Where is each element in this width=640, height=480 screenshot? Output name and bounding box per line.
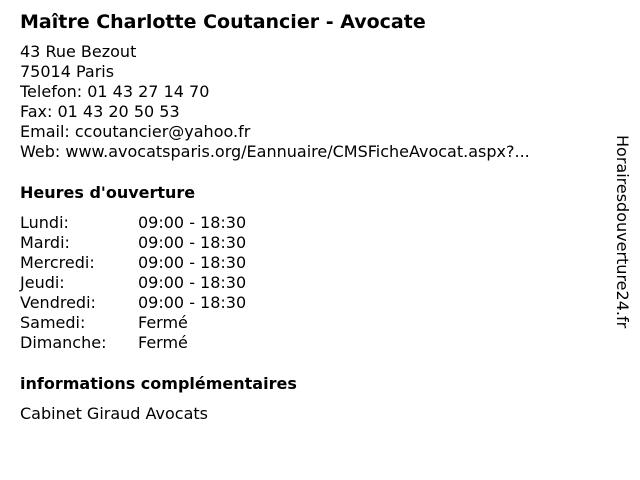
contact-block <box>20 42 600 162</box>
fax-number: Fax: 01 43 20 50 53 <box>20 102 180 121</box>
hours-day: Jeudi: <box>20 273 65 292</box>
hours-day: Mardi: <box>20 233 70 252</box>
hours-row <box>20 333 600 353</box>
hours-day: Dimanche: <box>20 333 107 352</box>
address-street: 43 Rue Bezout <box>20 42 137 61</box>
website-link[interactable]: Web: www.avocatsparis.org/Eannuaire/CMSFicheAvocat.aspx?... <box>20 142 530 161</box>
hours-row <box>20 233 600 253</box>
hours-day: Vendredi: <box>20 293 96 312</box>
hours-row <box>20 273 600 293</box>
hours-row <box>20 253 600 273</box>
hours-row <box>20 313 600 333</box>
hours-heading: Heures d'ouverture <box>20 183 196 202</box>
hours-time: 09:00 - 18:30 <box>138 293 247 312</box>
page-title: Maître Charlotte Coutancier - Avocate <box>20 11 426 33</box>
hours-time: 09:00 - 18:30 <box>138 213 247 232</box>
phone-number[interactable]: Telefon: 01 43 27 14 70 <box>20 82 210 101</box>
hours-time: Fermé <box>138 313 188 332</box>
hours-time: 09:00 - 18:30 <box>138 233 247 252</box>
hours-time: 09:00 - 18:30 <box>138 273 247 292</box>
brand-watermark: Horairesdouverture24.fr <box>613 135 632 329</box>
hours-time: Fermé <box>138 333 188 352</box>
email-link[interactable]: Email: ccoutancier@yahoo.fr <box>20 122 251 141</box>
lawyer-card <box>20 8 600 424</box>
hours-row <box>20 213 600 233</box>
hours-row <box>20 293 600 313</box>
hours-time: 09:00 - 18:30 <box>138 253 247 272</box>
hours-day: Lundi: <box>20 213 69 232</box>
info-heading: informations complémentaires <box>20 374 297 393</box>
hours-table <box>20 213 600 353</box>
address-city: 75014 Paris <box>20 62 115 81</box>
info-text: Cabinet Giraud Avocats <box>20 404 209 423</box>
hours-day: Samedi: <box>20 313 86 332</box>
hours-day: Mercredi: <box>20 253 95 272</box>
